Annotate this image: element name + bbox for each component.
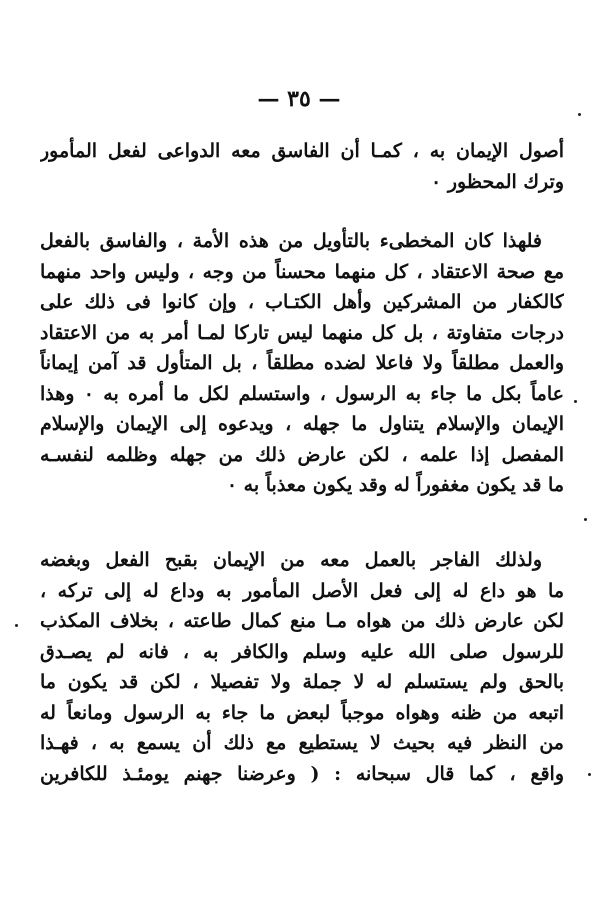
page-number: — ٣٥ — <box>257 86 341 112</box>
text-line: ما قد يكون مغفوراً له وقد يكون معذباً به ٠ <box>226 474 564 496</box>
paragraph-2 <box>40 226 564 501</box>
text-line: فلهذا كان المخطىء بالتأويل من هذه الأمة ، والفاسق بالفعل <box>40 230 542 252</box>
scan-speck <box>574 400 577 403</box>
scan-speck <box>15 624 18 627</box>
text-line: للرسول صلى الله عليه وسلم والكافر به ، فانه لم يصـدق <box>40 640 564 663</box>
scan-speck <box>588 773 591 776</box>
text-line: اتبعه من ظنه وهواه موجباً لبعض ما جاء به الرسول ومانعاً له <box>40 701 564 724</box>
text-line: الإيمان والإسلام يتناول ما جهله ، ويدعوه إلى الإيمان والإسلام <box>40 413 564 435</box>
text-line: والعمل مطلقاً ولا فاعلا لضده مطلقاً ، بل المتأول قد آمن إيماناً <box>40 352 564 374</box>
text-line: من النظر فيه بحيث لا يستطيع مع ذلك أن يسمع به ، فهـذا <box>40 732 564 754</box>
paragraph-1 <box>40 136 564 197</box>
scan-speck <box>584 518 587 521</box>
text-line: ولذلك الفاجر بالعمل معه من الإيمان بقبح الفعل وبغضه <box>40 549 542 571</box>
text-line: مع صحة الاعتقاد ، كل منهما محسناً من وجه ، وليس واحد منهما <box>40 260 564 283</box>
paragraph-3 <box>40 545 564 789</box>
text-line: واقع ، كما قال سبحانه : ( وعرضنا جهنم يومئـذ للكافرين <box>40 762 564 785</box>
text-line: عاماً بكل ما جاء به الرسول ، واستسلم لكل ما أمره به ٠ وهذا <box>40 382 564 405</box>
text-line: وترك المحظور ٠ <box>431 170 564 193</box>
text-line: ما هو داع له إلى فعل الأصل المأمور به وداع له إلى تركه ، <box>40 579 564 602</box>
text-line: أصول الإيمان به ، كمـا أن الفاسق معه الدواعى لفعل المأمور <box>40 140 564 162</box>
text-line: كالكفار من المشركين وأهل الكتـاب ، وإن كانوا فى ذلك على <box>40 291 564 313</box>
text-line: المفصل إذا علمه ، لكن عارض ذلك من جهله وظلمه لنفسـه <box>40 443 564 466</box>
text-line: لكن عارض ذلك من هواه مـا منع كمال طاعته ، بخلاف المكذب <box>40 610 564 632</box>
scan-speck <box>578 113 581 116</box>
text-line: بالحق ولم يستسلم له لا جملة ولا تفصيلا ، لكن قد يكون ما <box>40 671 564 693</box>
text-line: درجات متفاوتة ، بل كل منهما ليس تاركا لمـا أمر به من الاعتقاد <box>40 321 564 344</box>
